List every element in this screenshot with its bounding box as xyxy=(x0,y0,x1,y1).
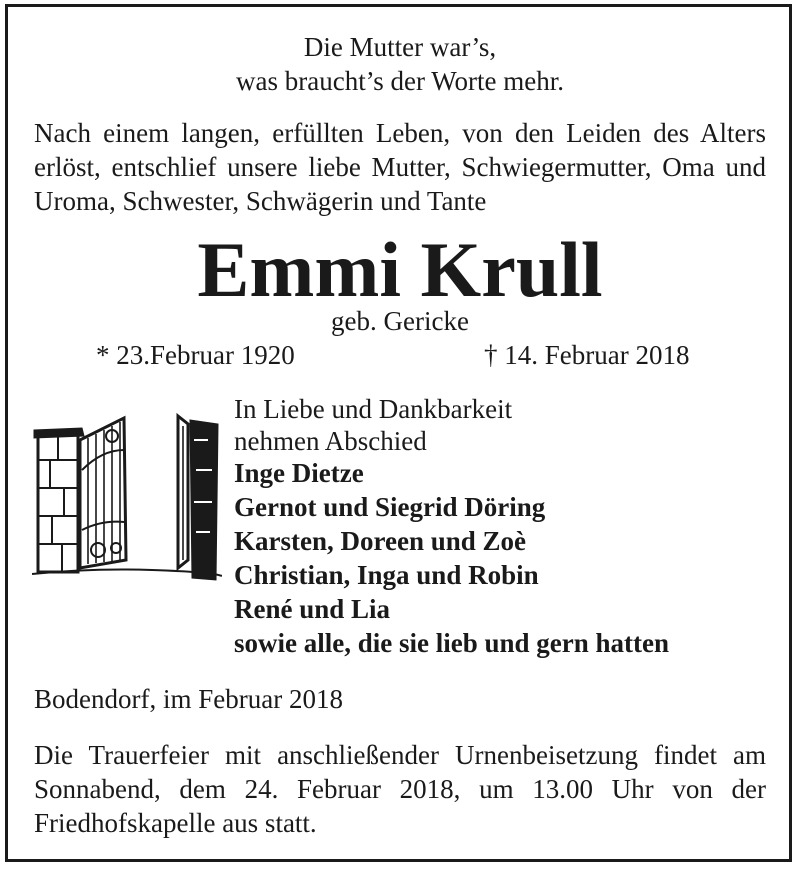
garden-gate-icon xyxy=(32,410,222,585)
farewell-line-1: In Liebe und Dankbarkeit xyxy=(234,394,513,424)
mourner-1: Inge Dietze xyxy=(234,458,364,488)
funeral-notice: Die Trauerfeier mit anschließender Urnenbeisetzung findet am Sonnabend, dem 24. Februar 2018, um 13.00 Uhr von der Friedhofskapelle aus statt. xyxy=(34,740,766,838)
intro-paragraph: Nach einem langen, erfüllten Leben, von den Leiden des Alters erlöst, entschlief unsere liebe Mutter, Schwiegermutter, Oma und Uroma, Schwester, Schwägerin und Tante xyxy=(34,118,766,216)
mourner-4: Christian, Inga und Robin xyxy=(234,560,539,590)
deceased-name: Emmi Krull xyxy=(197,226,603,313)
mourner-2: Gernot und Siegrid Döring xyxy=(234,492,546,522)
birth-date: * 23.Februar 1920 xyxy=(96,340,295,370)
birth-name: geb. Gericke xyxy=(331,306,469,336)
mourner-6: sowie alle, die sie lieb und gern hatten xyxy=(234,628,670,658)
farewell-line-2: nehmen Abschied xyxy=(234,426,427,456)
place-date: Bodendorf, im Februar 2018 xyxy=(34,684,343,714)
mourner-5: René und Lia xyxy=(234,594,391,624)
quote-line-1: Die Mutter war’s, xyxy=(303,32,497,62)
quote-line-2: was braucht’s der Worte mehr. xyxy=(236,66,564,96)
mourner-3: Karsten, Doreen und Zoè xyxy=(234,526,527,556)
death-date: † 14. Februar 2018 xyxy=(484,340,690,370)
